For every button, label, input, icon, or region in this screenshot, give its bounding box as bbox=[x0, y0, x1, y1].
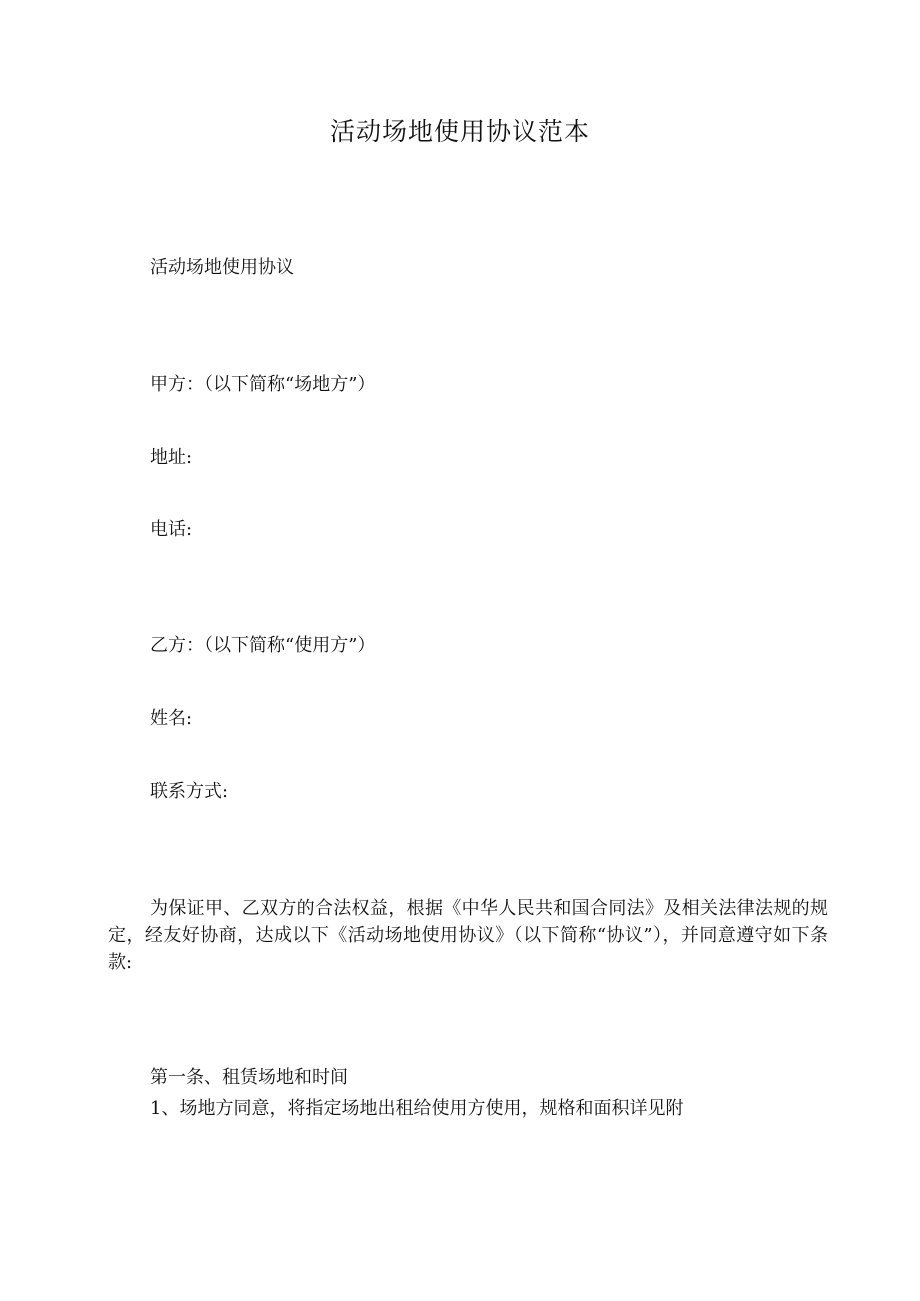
agreement-subtitle: 活动场地使用协议 bbox=[150, 257, 294, 278]
party-b-contact-label: 联系方式: bbox=[150, 781, 229, 802]
preamble-paragraph: 为保证甲、乙双方的合法权益，根据《中华人民共和国合同法》及相关法律法规的规定，经友好协商，达成以下《活动场地使用协议》（以下简称“协议”），并同意遵守如下条款: bbox=[108, 898, 828, 973]
document-title: 活动场地使用协议范本 bbox=[329, 117, 590, 146]
party-a-address-label: 地址: bbox=[150, 447, 193, 468]
article-1-heading: 第一条、租赁场地和时间 bbox=[150, 1067, 348, 1088]
party-b-heading: 乙方：（以下简称“使用方”） bbox=[150, 635, 376, 656]
party-a-heading: 甲方：（以下简称“场地方”） bbox=[150, 374, 376, 395]
party-b-name-label: 姓名: bbox=[150, 708, 193, 729]
article-1-item-1: 1、场地方同意，将指定场地出租给使用方使用，规格和面积详见附 bbox=[150, 1098, 684, 1119]
party-a-phone-label: 电话: bbox=[150, 519, 193, 540]
